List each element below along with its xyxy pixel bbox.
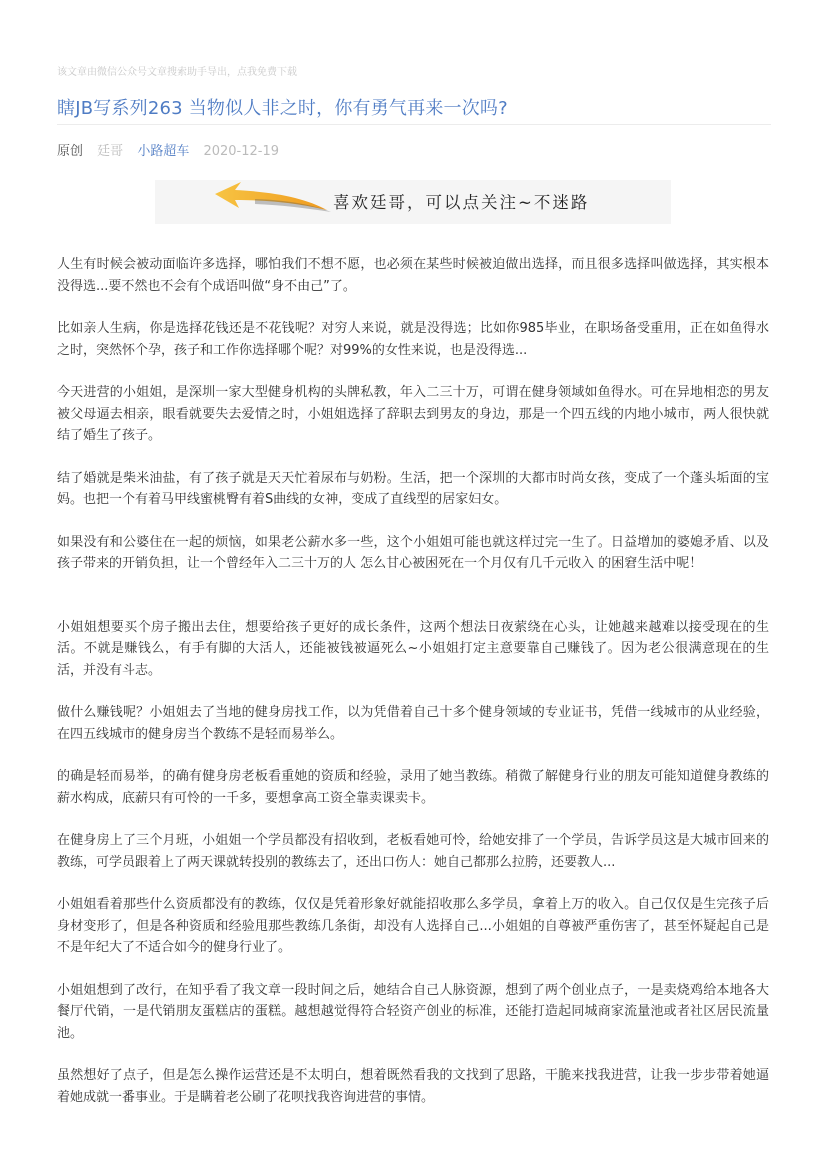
follow-banner — [155, 180, 671, 224]
paragraph: 小姐姐想要买个房子搬出去住，想要给孩子更好的成长条件，这两个想法日夜萦绕在心头，让她越来越难以接受现在的生活。不就是赚钱么，有手有脚的大活人，还能被钱被逼死么~小姐姐打定主意要靠自己赚钱了。因为老公很满意现在的生活，并没有斗志。 — [57, 619, 769, 678]
paragraph: 的确是轻而易举，的确有健身房老板看重她的资质和经验，录用了她当教练。稍微了解健身行业的朋友可能知道健身教练的薪水构成，底薪只有可怜的一千多，要想拿高工资全靠卖课卖卡。 — [57, 769, 769, 806]
paragraph: 在健身房上了三个月班，小姐姐一个学员都没有招收到，老板看她可怜，给她安排了一个学员，告诉学员这是大城市回来的教练，可学员跟着上了两天课就转投别的教练去了，还出口伤人：她自己都那么拉胯，还要教人... — [57, 833, 769, 870]
paragraph: 小姐姐想到了改行，在知乎看了我文章一段时间之后，她结合自己人脉资源，想到了两个创业点子，一是卖烧鸡给本地各大餐厅代销，一是代销朋友蛋糕店的蛋糕。越想越觉得符合轻资产创业的标准，还能打造起同城商家流量池或者社区居民流量池。 — [57, 982, 769, 1041]
export-notice-link[interactable]: 该文章由微信公众号文章搜索助手导出，点我免费下载 — [57, 67, 297, 78]
paragraph: 如果没有和公婆住在一起的烦恼，如果老公薪水多一些，这个小姐姐可能也就这样过完一生了。日益增加的婆媳矛盾、以及孩子带来的开销负担，让一个曾经年入二三十万的人 怎么甘心被困死在一个月仅有几千元收入 的困窘生活中呢！ — [57, 534, 769, 571]
article-body — [57, 254, 769, 1108]
author-name: 廷哥 — [97, 144, 124, 159]
paragraph: 今天进营的小姐姐，是深圳一家大型健身机构的头牌私教，年入二三十万，可谓在健身领域如鱼得水。可在异地相恋的男友被父母逼去相亲，眼看就要失去爱情之时，小姐姐选择了辞职去到男友的身边，那是一个四五线的内地小城市，两人很快就结了婚生了孩子。 — [57, 385, 769, 443]
paragraph: 比如亲人生病，你是选择花钱还是不花钱呢？对穷人来说，就是没得选；比如你985毕业，在职场备受重用，正在如鱼得水之时，突然怀个孕，孩子和工作你选择哪个呢？对99%的女性来说，也是没得选... — [57, 321, 769, 358]
paragraph: 虽然想好了点子，但是怎么操作运营还是不太明白，想着既然看我的文找到了思路，干脆来找我进营，让我一步步带着她逼着她成就一番事业。于是瞒着老公刷了花呗找我咨询进营的事情。 — [57, 1068, 769, 1105]
article-meta — [57, 140, 289, 159]
paragraph: 做什么赚钱呢？小姐姐去了当地的健身房找工作，以为凭借着自己十多个健身领域的专业证书，凭借一线城市的从业经验，在四五线城市的健身房当个教练不是轻而易举么。 — [57, 705, 769, 742]
account-link[interactable]: 小路超车 — [137, 144, 190, 159]
paragraph: 人生有时候会被动面临许多选择，哪怕我们不想不愿，也必须在某些时候被迫做出选择，而且很多选择叫做选择，其实根本没得选...要不然也不会有个成语叫做“身不由己”了。 — [57, 257, 769, 294]
title-divider — [57, 124, 771, 125]
arrow-icon — [155, 180, 355, 224]
paragraph: 结了婚就是柴米油盐，有了孩子就是天天忙着尿布与奶粉。生活，把一个深圳的大都市时尚女孩，变成了一个蓬头垢面的宝妈。也把一个有着马甲线蜜桃臀有着S曲线的女神，变成了直线型的居家妇女。 — [57, 470, 769, 507]
publish-date: 2020-12-19 — [203, 144, 280, 159]
article-title: 瞎JB写系列263 当物似人非之时，你有勇气再来一次吗? — [57, 98, 508, 119]
follow-banner-text: 喜欢廷哥，可以点关注~不迷路 — [333, 193, 590, 212]
paragraph: 小姐姐看着那些什么资质都没有的教练，仅仅是凭着形象好就能招收那么多学员，拿着上万的收入。自己仅仅是生完孩子后身材变形了，但是各种资质和经验甩那些教练几条街，却没有人选择自己...小姐姐的自尊被严重伤害了，甚至怀疑起自己是不是年纪大了不适合如今的健身行业了。 — [57, 897, 769, 955]
original-label: 原创 — [57, 144, 84, 159]
